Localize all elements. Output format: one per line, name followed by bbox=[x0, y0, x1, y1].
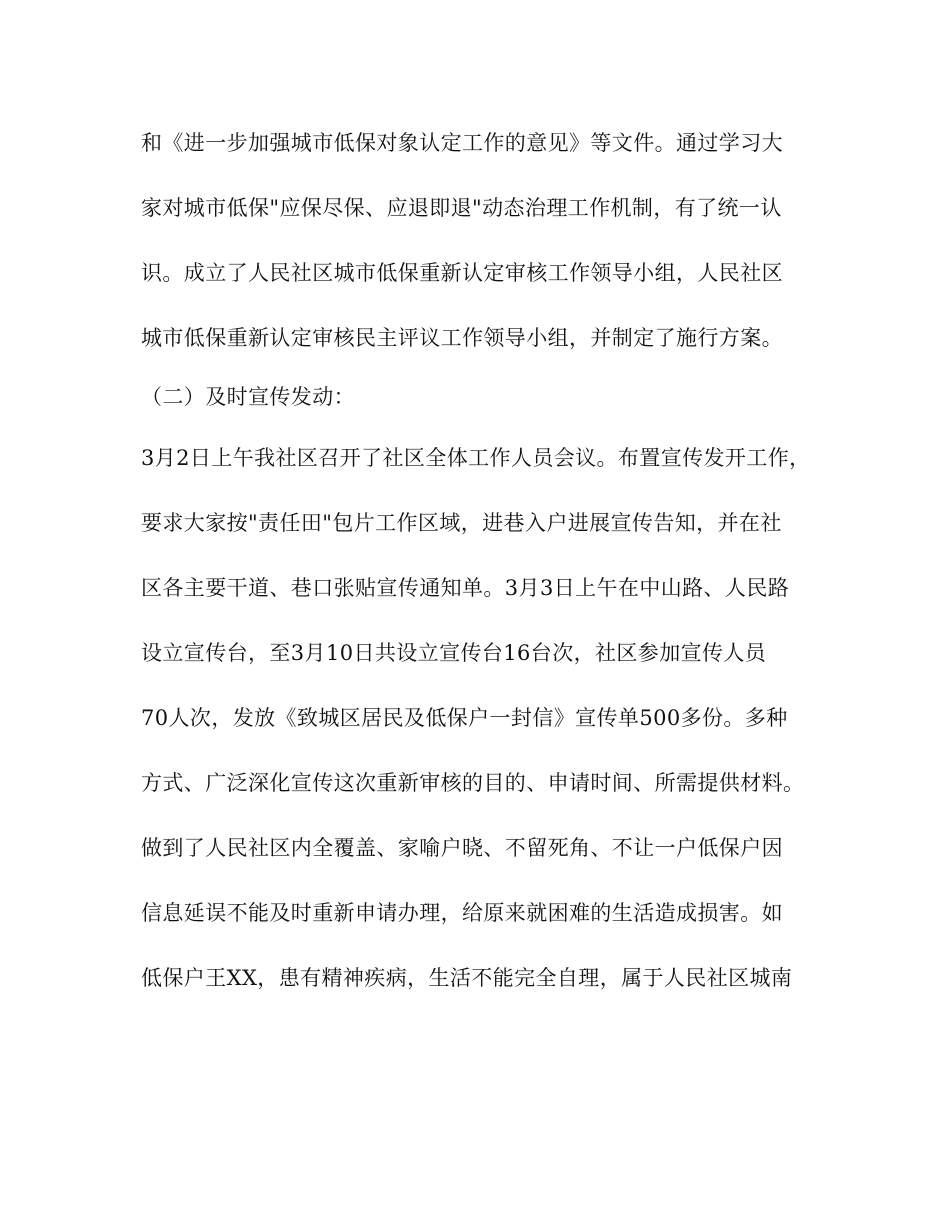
section-heading: （二）及时宣传发动： bbox=[141, 385, 355, 409]
paragraph-line: 识。成立了人民社区城市低保重新认定审核工作领导小组，人民社区 bbox=[141, 261, 783, 285]
paragraph-line: 3月2日上午我社区召开了社区全体工作人员会议。布置宣传发开工作， bbox=[141, 446, 811, 470]
paragraph-line: 70人次，发放《致城区居民及低保户一封信》宣传单500多份。多种 bbox=[141, 706, 788, 730]
paragraph-line: 和《进一步加强城市低保对象认定工作的意见》等文件。通过学习大 bbox=[141, 131, 783, 155]
paragraph-line: 低保户王XX，患有精神疾病，生活不能完全自理，属于人民社区城南 bbox=[141, 966, 793, 990]
paragraph-line: 家对城市低保"应保尽保、应退即退"动态治理工作机制，有了统一认 bbox=[141, 196, 782, 220]
paragraph-line: 要求大家按"责任田"包片工作区域，进巷入户进展宣传告知，并在社 bbox=[141, 511, 782, 535]
paragraph-line: 方式、广泛深化宣传这次重新审核的目的、申请时间、所需提供材料。 bbox=[141, 771, 805, 795]
paragraph-line: 做到了人民社区内全覆盖、家喻户晓、不留死角、不让一户低保户因 bbox=[141, 836, 783, 860]
paragraph-line: 区各主要干道、巷口张贴宣传通知单。3月3日上午在中山路、人民路 bbox=[141, 576, 790, 600]
paragraph-line: 信息延误不能及时重新申请办理，给原来就困难的生活造成损害。如 bbox=[141, 901, 783, 925]
paragraph-line: 城市低保重新认定审核民主评议工作领导小组，并制定了施行方案。 bbox=[141, 326, 783, 350]
paragraph-line: 设立宣传台，至3月10日共设立宣传台16台次，社区参加宣传人员 bbox=[141, 641, 767, 665]
